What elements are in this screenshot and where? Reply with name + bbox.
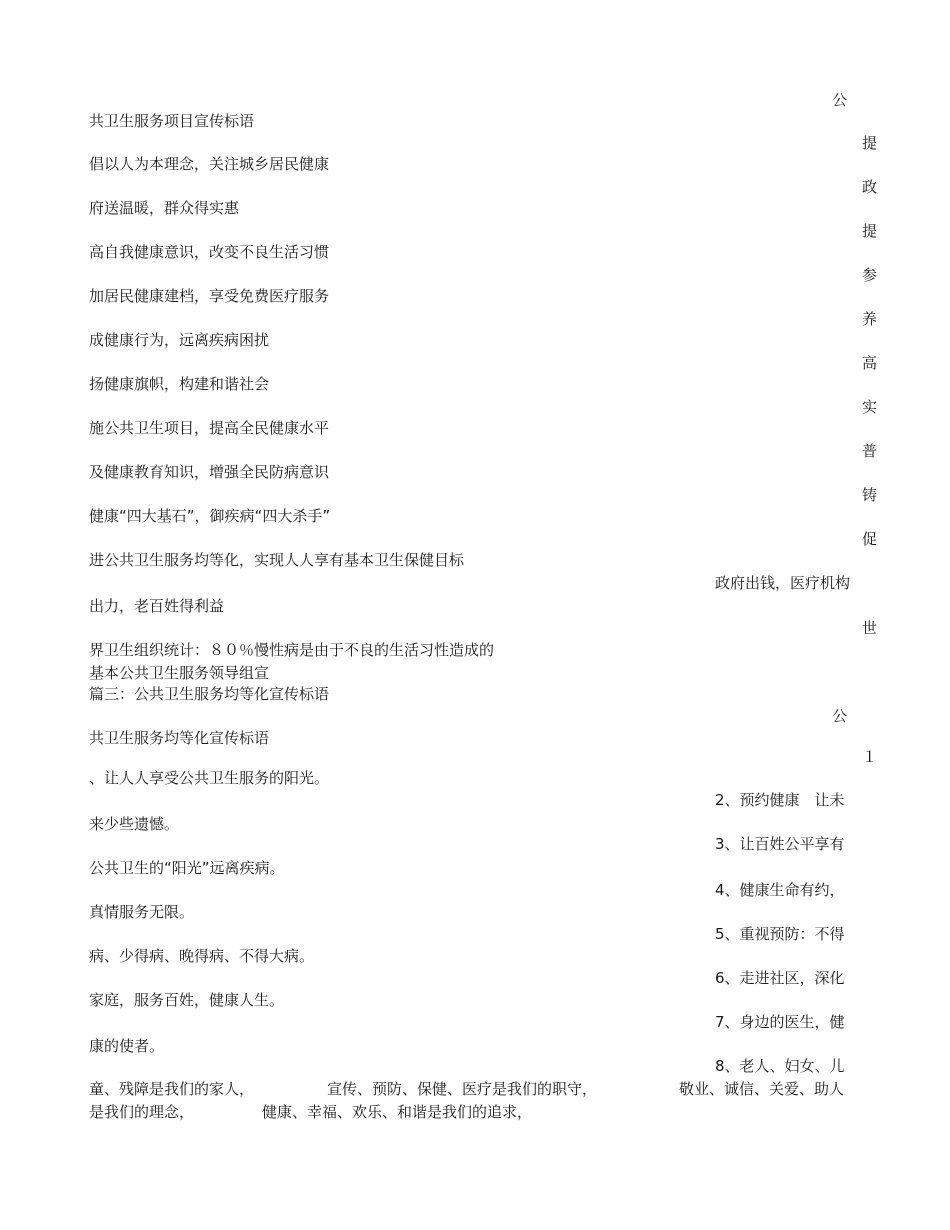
right-item: 7、身边的医生，健: [715, 1013, 845, 1031]
right-char: 公: [832, 707, 848, 725]
text-line: 进公共卫生服务均等化，实现人人享有基本卫生保健目标: [89, 551, 465, 569]
bottom-line-2b: 健康、幸福、欢乐、和谐是我们的追求，: [262, 1103, 533, 1121]
right-char: 高: [862, 354, 878, 372]
text-line: 扬健康旗帜，构建和谐社会: [89, 375, 270, 393]
right-char: 养: [862, 310, 878, 328]
text-line: 来少些遗憾。: [89, 815, 180, 833]
text-line: 界卫生组织统计：８０％慢性病是由于不良的生活习性造成的: [89, 641, 495, 659]
text-line: 施公共卫生项目，提高全民健康水平: [89, 419, 330, 437]
right-char: １: [862, 748, 878, 766]
right-item: 4、健康生命有约，: [715, 881, 845, 899]
bottom-line-1b: 宣传、预防、保健、医疗是我们的职守，: [327, 1080, 598, 1098]
text-line: 加居民健康建档，享受免费医疗服务: [89, 287, 330, 305]
text-line: 健康“四大基石”，御疾病“四大杀手”: [89, 507, 331, 525]
text-line: 高自我健康意识，改变不良生活习惯: [89, 243, 330, 261]
text-line: 公共卫生的“阳光”远离疾病。: [89, 859, 285, 877]
text-line: 共卫生服务项目宣传标语: [89, 112, 255, 130]
text-line: 家庭，服务百姓，健康人生。: [89, 991, 285, 1009]
text-line: 康的使者。: [89, 1037, 165, 1055]
right-char: 政: [862, 178, 878, 196]
text-line: 府送温暖，群众得实惠: [89, 199, 240, 217]
text-line: 基本公共卫生服务领导组宣: [89, 664, 270, 682]
right-char: 世: [862, 619, 878, 637]
text-line: 、让人人享受公共卫生服务的阳光。: [89, 769, 330, 787]
section-heading: 篇三：公共卫生服务均等化宣传标语: [89, 685, 330, 703]
right-char: 公: [832, 91, 848, 109]
text-line: 病、少得病、晚得病、不得大病。: [89, 947, 315, 965]
bottom-line-2a: 是我们的理念，: [89, 1103, 195, 1121]
right-char: 实: [862, 398, 878, 416]
bottom-line-1c: 敬业、诚信、关爱、助人: [679, 1080, 845, 1098]
right-text: 政府出钱，医疗机构: [715, 574, 851, 592]
text-line: 倡以人为本理念，关注城乡居民健康: [89, 155, 330, 173]
right-item: 6、走进社区，深化: [715, 969, 845, 987]
text-line: 真情服务无限。: [89, 903, 195, 921]
right-item: 5、重视预防：不得: [715, 925, 845, 943]
text-line: 出力，老百姓得利益: [89, 597, 225, 615]
right-char: 铸: [862, 486, 878, 504]
right-item: 2、预约健康 让未: [715, 791, 845, 809]
text-line: 共卫生服务均等化宣传标语: [89, 729, 270, 747]
right-char: 提: [862, 134, 878, 152]
bottom-line-1a: 童、残障是我们的家人，: [89, 1080, 255, 1098]
text-line: 成健康行为，远离疾病困扰: [89, 331, 270, 349]
right-char: 促: [862, 530, 878, 548]
text-line: 及健康教育知识，增强全民防病意识: [89, 463, 330, 481]
right-item: 8、老人、妇女、儿: [715, 1057, 845, 1075]
right-char: 参: [862, 266, 878, 284]
right-char: 普: [862, 442, 878, 460]
right-item: 3、让百姓公平享有: [715, 835, 845, 853]
right-char: 提: [862, 222, 878, 240]
